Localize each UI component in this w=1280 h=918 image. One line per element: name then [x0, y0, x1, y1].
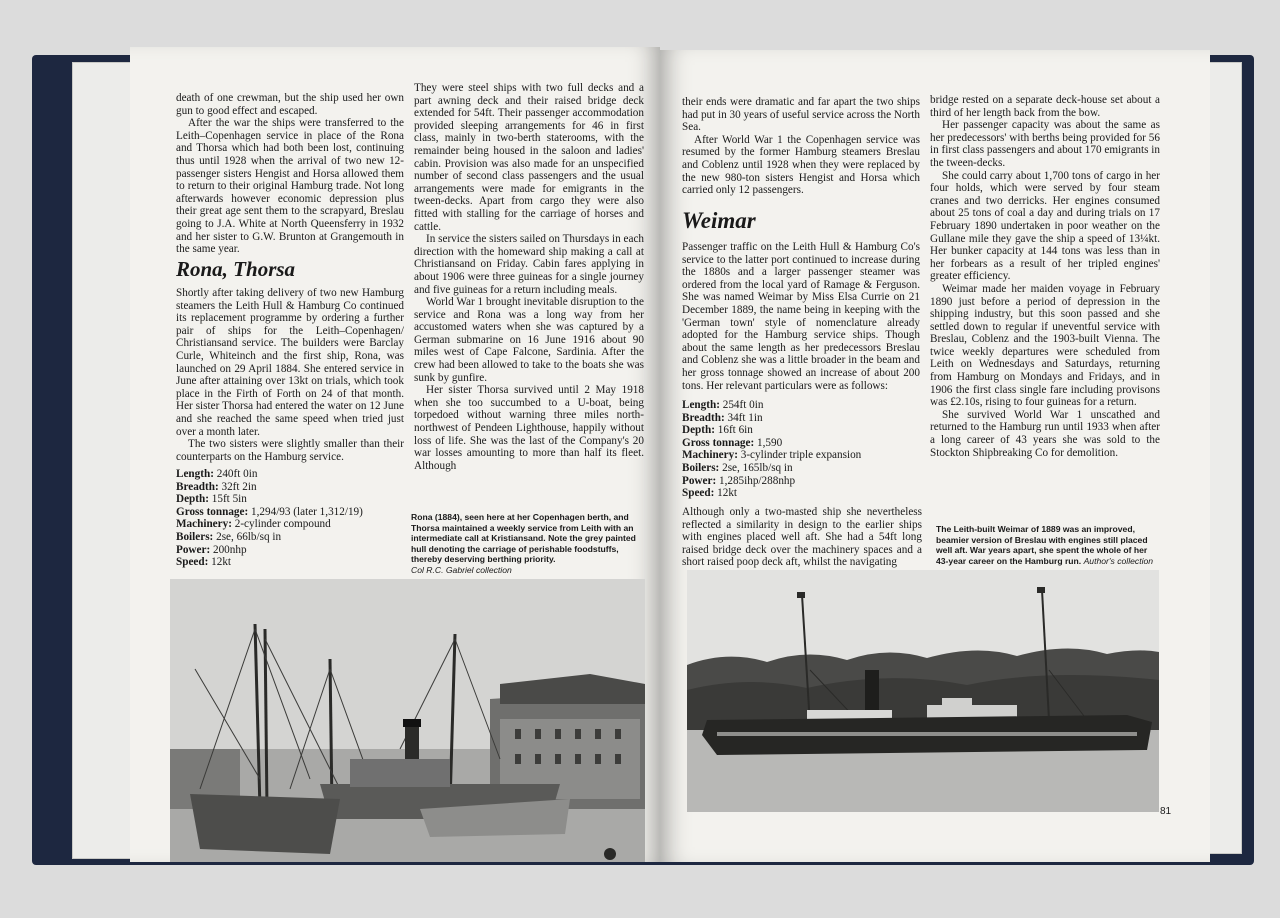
harbour-photo-illustration: [170, 579, 645, 862]
spec-row: Breadth: 32ft 2in: [176, 480, 257, 493]
paragraph: Her passenger capacity was about the same as her predecessors' with berths being provided for 56 in first class passengers and about 170 emigrants in the tween-decks.: [930, 119, 1160, 169]
spec-row: Boilers: 2se, 66lb/sq in: [176, 530, 282, 543]
weimar-photo-illustration: [687, 570, 1159, 812]
paragraph: Although only a two-masted ship she nevertheless reflected a similarity in design to the earlier ships with engines placed well aft. She had a 54ft long raised bridge deck over the machinery spaces and a short raised poop deck aft, whilst the navigating: [682, 506, 922, 569]
spec-row: Speed: 12kt: [176, 556, 232, 569]
spec-row: Breadth: 34ft 1in: [682, 411, 763, 424]
section-heading-weimar: Weimar: [682, 208, 756, 233]
paragraph: Her sister Thorsa survived until 2 May 1918 when she too succumbed to a U-boat, being torpedoed without warning three miles north-northwest of Pendeen Lighthouse, happily without loss of life. She was the last of the Company's 20 war losses amounting to more than half its fleet. Although: [414, 384, 644, 472]
paragraph: She survived World War 1 unscathed and returned to the Hamburg run until 1933 when after a long career of 43 years she was sold to the Stockton Shipbreaking Co for demolition.: [930, 408, 1160, 459]
left-column-1: [176, 92, 404, 256]
photo-credit: Col R.C. Gabriel collection: [411, 564, 512, 575]
paragraph: their ends were dramatic and far apart the two ships had put in 30 years of useful service across the North Sea.: [682, 96, 920, 134]
paragraph: The two sisters were slightly smaller than their counterparts on the Hamburg service.: [176, 438, 404, 463]
right-page: [660, 50, 1210, 862]
spec-row: Length: 254ft 0in: [682, 399, 764, 411]
rona-specifications: [176, 468, 363, 569]
paragraph: In service the sisters sailed on Thursdays in each direction with the homeward ship making a call at Christiansand on Friday. Cabin fares applying in about 1906 were three guineas for a single journey and five guineas for a return including meals.: [414, 233, 644, 296]
spec-row: Power: 1,285ihp/288nhp: [682, 474, 796, 487]
rona-harbour-photo: [170, 579, 645, 862]
spec-row: Power: 200nhp: [176, 543, 247, 556]
paragraph: Passenger traffic on the Leith Hull & Hamburg Co's service to the latter port continued to increase during the 1880s and a larger passenger steamer was ordered from the local yard of Ramage & Ferguson. She was named Weimar by Miss Elsa Currie on 21 December 1889, the name being in keeping with the 'German town' style of nomenclature already adopted for the Hamburg service ships. Though about the same length as her predecessors Breslau and Coblenz she was a little broader in the beam and her gross tonnage showed an increase of about 200 tons. Her relevant particulars were as follows:: [682, 241, 920, 392]
right-column-1-body: [682, 241, 920, 392]
left-column-1-body: [176, 287, 404, 463]
right-column-2: [930, 94, 1160, 459]
weimar-specifications: [682, 399, 861, 500]
paragraph: death of one crewman, but the ship used her own gun to good effect and escaped.: [176, 92, 404, 117]
spec-row: Gross tonnage: 1,294/93 (later 1,312/19): [176, 505, 363, 518]
spec-row: Speed: 12kt: [682, 487, 738, 500]
spec-row: Gross tonnage: 1,590: [682, 436, 783, 449]
weimar-photo-caption: The Leith-built Weimar of 1889 was an improved, beamier version of Breslau with engines still placed well aft. War years apart, she spent the whole of her 43-year career on the Hamburg run. Author's collection: [936, 524, 1154, 566]
paragraph: After World War 1 the Copenhagen service was resumed by the former Hamburg steamers Breslau and Coblenz until 1928 when they were replaced by the new 980-ton sisters Hengist and Horsa which carried only 12 passengers.: [682, 133, 920, 197]
spec-row: Length: 240ft 0in: [176, 468, 258, 480]
photo-credit: Author's collection: [1083, 555, 1154, 566]
right-column-1: [682, 96, 920, 197]
section-heading-rona-thorsa: Rona, Thorsa: [176, 257, 296, 281]
weimar-ship-photo: [687, 570, 1159, 812]
spec-row: Boilers: 2se, 165lb/sq in: [682, 461, 793, 474]
page-number: 81: [1160, 806, 1172, 817]
spec-row: Depth: 15ft 5in: [176, 493, 247, 506]
spec-row: Machinery: 2-cylinder compound: [176, 518, 331, 531]
paragraph: They were steel ships with two full decks and a part awning deck and their raised bridge deck extended for 54ft. Their passenger accommodation provided sleeping arrangements for 46 in first class, mainly in two-berth staterooms, with the remainder being housed in the saloon and ladies' cabin. Provision was also made for an unspecified number of second class passengers and the usual arrangements were made for emigrants in the tween-decks. Apart from cargo they were also fitted with stalling for the carriage of horses and cattle.: [414, 82, 644, 233]
paragraph: bridge rested on a separate deck-house set about a third of her length back from the bow.: [930, 94, 1160, 119]
paragraph: Weimar made her maiden voyage in February 1890 just before a period of depression in the shipping industry, but this soon passed and she settled down to regular if uneventful service with Breslau, Coblenz and the 1903-built Vienna. The twice weekly departures were scheduled from Leith on Wednesdays and Saturdays, returning from Hamburg on Mondays and Fridays, and in 1906 the first class single fare including provisons was £2.10s, rising to four guineas for a return.: [930, 282, 1160, 409]
spec-row: Machinery: 3-cylinder triple expansion: [682, 449, 862, 462]
paragraph: World War 1 brought inevitable disruption to the service and Rona was a long way from her accustomed waters when she was captured by a German submarine on 16 June 1916 about 90 miles west of Cape Falcone, Sardinia. After the crew had been allowed to take to the boats she was sunk by gunfire.: [414, 296, 644, 384]
left-column-2: [414, 82, 644, 472]
paragraph: She could carry about 1,700 tons of cargo in her four holds, which were served by four steam cranes and two derricks. Her engines consumed about 25 tons of coal a day and during trials on 17 February 1890 undertaken in poor weather on the Gullane mile they gave the ship a speed of 13¼kt. Her bunker capacity at 144 tons was less than in her forbears as a result of her tripled engines' greater efficiency.: [930, 169, 1160, 283]
paragraph: Shortly after taking delivery of two new Hamburg steamers the Leith Hull & Hamburg Co continued its replacement programme by ordering a further pair of ships for the Leith–Copenhagen/ Christiansand service. The builders were Barclay Curle, Whiteinch and the first ship, Rona, was launched on 29 April 1884. She entered service in June after attaining over 13kt on trials, which took place in the Firth of Forth on 24 of that month. Her sister Thorsa had entered the water on 12 June and she reached the same speed when tried just over a month later.: [176, 287, 404, 438]
right-column-1-end: [682, 506, 922, 569]
left-page: [130, 47, 660, 862]
spec-row: Depth: 16ft 6in: [682, 424, 753, 437]
paragraph: After the war the ships were transferred to the Leith–Copenhagen service in place of the Rona and Thorsa which had both been lost, continuing thus until 1928 when the arrival of two new 12-passenger sisters Hengist and Horsa allowed them to return to their original Hamburg trade. Not long afterwards however economic depression plus their great age sent them to the scrapyard, Breslau going to J.A. White at North Queensferry in 1932 and her sister to G.W. Brunton at Grangemouth in the same year.: [176, 117, 404, 256]
rona-photo-caption: Rona (1884), seen here at her Copenhagen berth, and Thorsa maintained a weekly service from Leith with an intermediate call at Kristiansand. Note the grey painted hull denoting the carriage of perishable foodstuffs, thereby deserving berthing priority. Col R.C. Gabriel collection: [411, 512, 643, 576]
